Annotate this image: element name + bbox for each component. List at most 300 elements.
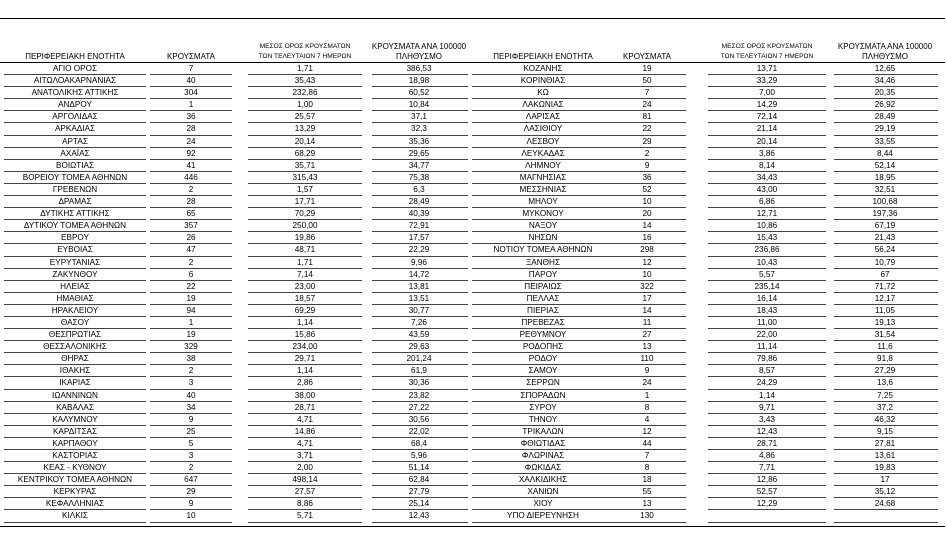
table-row (470, 208, 945, 220)
avg-cell: 16,14 (756, 293, 778, 303)
table-row (470, 353, 945, 365)
avg-cell: 22,00 (756, 330, 778, 340)
header-per100k (367, 42, 471, 62)
avg-cell: 315,43 (292, 172, 318, 182)
per100k-cell: 10,79 (874, 257, 896, 267)
top-rule (0, 18, 945, 19)
cases-cell: 13 (642, 499, 652, 509)
region-cell: ΙΩΑΝΝΙΝΩΝ (52, 390, 98, 400)
avg-cell: 250,00 (292, 221, 318, 231)
header-per100k-line1: ΚΡΟΥΣΜΑΤΑ ΑΝΑ 100000 (837, 42, 933, 51)
region-cell: ΑΓΙΟ ΟΡΟΣ (52, 64, 98, 73)
region-cell: ΕΒΡΟΥ (61, 233, 89, 243)
cell-underline (472, 522, 610, 523)
cases-cell: 41 (186, 160, 196, 170)
table-row (0, 220, 470, 232)
table-row (470, 414, 945, 426)
avg-cell: 12,71 (756, 209, 778, 219)
avg-cell: 70,29 (294, 209, 316, 219)
region-cell: ΚΕΝΤΡΙΚΟΥ ΤΟΜΕΑ ΑΘΗΝΩΝ (17, 475, 133, 485)
avg-cell: 20,14 (756, 136, 778, 146)
cases-cell: 9 (188, 499, 194, 509)
region-cell: ΛΕΥΚΑΔΑΣ (521, 148, 565, 158)
table-row (0, 390, 470, 402)
per100k-cell: 43,59 (408, 330, 430, 340)
cases-cell: 44 (642, 438, 652, 448)
per100k-cell: 8,44 (877, 148, 893, 158)
avg-cell: 79,86 (756, 354, 778, 364)
header-avg-line1: ΜΕΣΟΣ ΟΡΟΣ ΚΡΟΥΣΜΑΤΩΝ (259, 43, 351, 50)
avg-cell: 35,71 (294, 160, 316, 170)
cases-cell: 446 (184, 172, 198, 182)
avg-cell: 27,57 (294, 487, 316, 497)
per100k-cell: 20,35 (874, 88, 896, 98)
bottom-rule (0, 526, 945, 527)
region-cell: ΑΙΤΩΛΟΑΚΑΡΝΑΝΙΑΣ (33, 76, 117, 86)
header-avg-line1: ΜΕΣΟΣ ΟΡΟΣ ΚΡΟΥΣΜΑΤΩΝ (721, 43, 813, 50)
table-row (470, 75, 945, 87)
cases-cell: 19 (642, 64, 652, 73)
cases-cell: 24 (642, 378, 652, 388)
table-row (0, 426, 470, 438)
cases-cell: 298 (640, 245, 654, 255)
region-cell: ΘΕΣΣΑΛΟΝΙΚΗΣ (43, 342, 107, 352)
table-row (470, 111, 945, 123)
cell-underline (372, 522, 468, 523)
region-cell: ΦΛΩΡΙΝΑΣ (521, 451, 565, 460)
avg-cell: 236,86 (754, 245, 780, 255)
region-cell: ΜΕΣΣΗΝΙΑΣ (519, 184, 567, 194)
region-cell: ΧΑΛΚΙΔΙΚΗΣ (518, 475, 568, 485)
avg-cell: 3,86 (759, 148, 775, 158)
per100k-cell: 10,84 (408, 100, 430, 110)
cases-cell: 94 (186, 305, 196, 315)
per100k-cell: 11,05 (875, 305, 895, 315)
region-cell: ΝΟΤΙΟΥ ΤΟΜΕΑ ΑΘΗΝΩΝ (493, 245, 593, 255)
table-left (0, 34, 470, 524)
table-row (0, 172, 470, 184)
table-row (0, 196, 470, 208)
table-row (470, 402, 945, 414)
avg-cell: 1,71 (297, 64, 313, 73)
cases-cell: 81 (642, 112, 652, 122)
cases-cell: 9 (644, 160, 650, 170)
per100k-cell: 23,82 (408, 390, 430, 400)
table-row (0, 99, 470, 111)
table-row (0, 317, 470, 329)
table-left-body (0, 63, 470, 523)
table-row (470, 377, 945, 389)
per100k-cell: 68,4 (411, 438, 427, 448)
avg-cell: 12,43 (756, 426, 778, 436)
per100k-cell: 27,29 (874, 366, 896, 376)
avg-cell: 1,14 (759, 390, 775, 400)
region-cell: ΣΠΟΡΑΔΩΝ (520, 390, 566, 400)
region-cell: ΚΟΖΑΝΗΣ (523, 64, 563, 73)
per100k-cell: 386,53 (406, 64, 432, 73)
cases-cell: 1 (644, 390, 650, 400)
avg-cell: 13,29 (294, 124, 316, 134)
region-cell: ΠΡΕΒΕΖΑΣ (521, 317, 565, 327)
per100k-cell: 29,19 (874, 124, 896, 134)
table-row (0, 353, 470, 365)
avg-cell: 3,71 (297, 451, 313, 460)
table-row (0, 305, 470, 317)
per100k-cell: 12,17 (874, 293, 896, 303)
table-row (0, 293, 470, 305)
avg-cell: 28,71 (756, 438, 778, 448)
per100k-cell: 91,8 (877, 354, 893, 364)
avg-cell: 235,14 (754, 281, 780, 291)
table-row (0, 136, 470, 148)
table-right-header (470, 34, 945, 63)
per100k-cell: 13,81 (408, 281, 430, 291)
region-cell: ΠΙΕΡΙΑΣ (527, 305, 559, 315)
cases-cell: 10 (642, 269, 652, 279)
avg-cell: 1,14 (297, 317, 313, 327)
per100k-cell: 21,43 (874, 233, 896, 243)
cases-cell: 28 (186, 197, 196, 207)
header-per100k (830, 42, 940, 62)
region-cell: ΚΑΡΔΙΤΣΑΣ (52, 426, 98, 436)
table-row (0, 208, 470, 220)
per100k-cell: 13,51 (408, 293, 430, 303)
cases-cell: 8 (644, 402, 650, 412)
cell-underline (708, 522, 826, 523)
per100k-cell: 12,65 (874, 64, 896, 73)
cases-cell: 29 (186, 487, 196, 497)
region-cell: ΛΑΣΙΘΙΟΥ (523, 124, 563, 134)
cases-cell: 12 (642, 257, 652, 267)
cases-cell: 22 (642, 124, 652, 134)
region-cell: ΖΑΚΥΝΘΟΥ (52, 269, 98, 279)
table-row (0, 232, 470, 244)
cases-cell: 329 (184, 342, 198, 352)
avg-cell: 7,00 (759, 88, 775, 98)
region-cell: ΜΗΛΟΥ (528, 197, 558, 207)
per100k-cell: 32,51 (874, 184, 896, 194)
table-row (470, 160, 945, 172)
region-cell: ΡΟΔΟΥ (528, 354, 558, 364)
avg-cell: 35,43 (294, 76, 316, 86)
cases-cell: 357 (184, 221, 198, 231)
region-cell: ΧΑΝΙΩΝ (527, 487, 559, 497)
cases-cell: 130 (640, 511, 654, 521)
per100k-cell: 34,77 (408, 160, 430, 170)
avg-cell: 68,29 (294, 148, 316, 158)
table-row (470, 317, 945, 329)
cases-cell: 2 (188, 257, 194, 267)
per100k-cell: 34,46 (874, 76, 896, 86)
avg-cell: 7,14 (297, 269, 313, 279)
table-row (0, 281, 470, 293)
cases-cell: 2 (188, 184, 194, 194)
cases-cell: 55 (642, 487, 652, 497)
avg-cell: 1,57 (297, 184, 313, 194)
avg-cell: 52,57 (756, 487, 778, 497)
cases-cell: 13 (642, 342, 652, 352)
region-cell: ΠΕΛΛΑΣ (526, 293, 560, 303)
table-row (0, 87, 470, 99)
table-row (0, 160, 470, 172)
per100k-cell: 6,3 (413, 184, 425, 194)
region-cell: ΙΚΑΡΙΑΣ (59, 378, 91, 388)
avg-cell: 21,14 (756, 124, 778, 134)
per100k-cell: 7,26 (411, 317, 427, 327)
avg-cell: 14,86 (294, 426, 316, 436)
per100k-cell: 7,25 (877, 390, 893, 400)
table-row (470, 450, 945, 462)
cases-cell: 10 (186, 511, 196, 521)
table-row (470, 244, 945, 256)
table-row (470, 390, 945, 402)
avg-cell: 4,71 (297, 438, 313, 448)
region-cell: ΚΙΛΚΙΣ (61, 511, 88, 521)
table-row (470, 498, 945, 510)
cases-cell: 11 (642, 317, 652, 327)
table-row (0, 377, 470, 389)
avg-cell: 1,00 (297, 100, 313, 110)
table-row (0, 123, 470, 135)
cases-cell: 24 (642, 100, 652, 110)
cases-cell: 29 (642, 136, 652, 146)
cases-cell: 3 (188, 378, 194, 388)
header-cases: ΚΡΟΥΣΜΑΤΑ (167, 52, 215, 61)
region-cell: ΔΡΑΜΑΣ (58, 197, 92, 207)
cases-cell: 7 (188, 64, 194, 73)
header-cases: ΚΡΟΥΣΜΑΤΑ (623, 52, 671, 61)
header-avg (243, 42, 367, 62)
avg-cell: 4,71 (297, 414, 313, 424)
cases-cell: 2 (188, 366, 194, 376)
table-row (470, 486, 945, 498)
avg-cell: 11,00 (757, 317, 777, 327)
region-cell: ΗΜΑΘΙΑΣ (56, 293, 94, 303)
per100k-cell: 56,24 (874, 245, 896, 255)
cases-cell: 38 (186, 354, 196, 364)
avg-cell: 17,71 (294, 197, 316, 207)
cases-cell: 5 (188, 438, 194, 448)
region-cell: ΔΥΤΙΚΟΥ ΤΟΜΕΑ ΑΘΗΝΩΝ (23, 221, 127, 231)
avg-cell: 498,14 (292, 475, 318, 485)
region-cell: ΔΥΤΙΚΗΣ ΑΤΤΙΚΗΣ (40, 209, 110, 219)
table-row (0, 498, 470, 510)
region-cell: ΘΕΣΠΡΩΤΙΑΣ (48, 330, 102, 340)
per100k-cell: 35,12 (874, 487, 896, 497)
table-row (0, 75, 470, 87)
per100k-cell: 67,19 (874, 221, 896, 231)
cases-cell: 52 (642, 184, 652, 194)
per100k-cell: 37,2 (877, 402, 893, 412)
table-row (470, 148, 945, 160)
cases-cell: 9 (644, 366, 650, 376)
cases-cell: 2 (188, 463, 194, 473)
per100k-cell: 72,91 (408, 221, 430, 231)
cases-cell: 8 (644, 463, 650, 473)
per100k-cell: 9,15 (877, 426, 893, 436)
per100k-cell: 100,68 (872, 197, 898, 207)
cases-cell: 16 (642, 233, 652, 243)
cases-cell: 2 (644, 148, 650, 158)
region-cell: ΛΑΚΩΝΙΑΣ (522, 100, 564, 110)
per100k-cell: 27,22 (408, 402, 430, 412)
cases-cell: 7 (644, 88, 650, 98)
table-row (0, 329, 470, 341)
cases-cell: 17 (642, 293, 652, 303)
region-cell: ΠΑΡΟΥ (528, 269, 558, 279)
table-row (470, 426, 945, 438)
header-avg-line2: ΤΩΝ ΤΕΛΕΥΤΑΙΩΝ 7 ΗΜΕΡΩΝ (720, 53, 814, 60)
region-cell: ΤΗΝΟΥ (528, 414, 558, 424)
cases-cell: 47 (186, 245, 196, 255)
table-row (470, 438, 945, 450)
per100k-cell: 62,84 (408, 475, 430, 485)
table-row (470, 99, 945, 111)
cases-cell: 40 (186, 390, 196, 400)
per100k-cell: 9,96 (411, 257, 427, 267)
cases-cell: 65 (186, 209, 196, 219)
table-row (470, 123, 945, 135)
table-row (0, 184, 470, 196)
header-per100k-line2: ΠΛΗΘΥΣΜΟ (861, 52, 909, 61)
cases-cell: 14 (642, 221, 652, 231)
cell-underline (4, 522, 146, 523)
region-cell: ΜΑΓΝΗΣΙΑΣ (519, 172, 567, 182)
region-cell: ΑΝΔΡΟΥ (58, 100, 92, 110)
region-cell: ΛΕΣΒΟΥ (526, 136, 560, 146)
cases-cell: 1 (188, 317, 194, 327)
table-row (0, 148, 470, 160)
per100k-cell: 17,57 (408, 233, 430, 243)
avg-cell: 8,86 (297, 499, 313, 509)
table-row (470, 220, 945, 232)
table-row (0, 438, 470, 450)
table-row (0, 269, 470, 281)
per100k-cell: 29,63 (408, 342, 430, 352)
table-row (470, 365, 945, 377)
table-row (470, 305, 945, 317)
region-cell: ΣΥΡΟΥ (529, 402, 557, 412)
avg-cell: 8,14 (759, 160, 775, 170)
region-cell: ΑΡΚΑΔΙΑΣ (54, 124, 96, 134)
region-cell: ΧΙΟΥ (533, 499, 553, 509)
cases-cell: 19 (186, 293, 196, 303)
header-avg-line2: ΤΩΝ ΤΕΛΕΥΤΑΙΩΝ 7 ΗΜΕΡΩΝ (258, 53, 352, 60)
avg-cell: 25,57 (294, 112, 316, 122)
region-cell: ΚΑΡΠΑΘΟΥ (52, 438, 98, 448)
table-row (470, 510, 945, 522)
cases-cell: 25 (186, 426, 196, 436)
region-cell: ΒΟΙΩΤΙΑΣ (55, 160, 95, 170)
per100k-cell: 201,24 (406, 354, 432, 364)
table-row (0, 365, 470, 377)
cases-cell: 6 (188, 269, 194, 279)
avg-cell: 24,29 (756, 378, 778, 388)
per100k-cell: 12,43 (408, 511, 430, 521)
avg-cell: 4,86 (759, 451, 775, 460)
region-cell: ΜΥΚΟΝΟΥ (522, 209, 564, 219)
avg-cell: 10,86 (756, 221, 778, 231)
cases-cell: 304 (184, 88, 198, 98)
avg-cell: 232,86 (292, 88, 318, 98)
avg-cell: 12,86 (756, 475, 778, 485)
region-cell: ΤΡΙΚΑΛΩΝ (522, 426, 564, 436)
region-cell: ΞΑΝΘΗΣ (525, 257, 561, 267)
avg-cell: 12,29 (756, 499, 778, 509)
per100k-cell: 11,6 (877, 342, 893, 352)
avg-cell: 43,00 (756, 184, 778, 194)
per100k-cell: 71,72 (874, 281, 896, 291)
region-cell: ΝΗΣΩΝ (528, 233, 558, 243)
cases-cell: 36 (642, 172, 652, 182)
per100k-cell: 31,54 (874, 330, 896, 340)
cases-cell: 92 (186, 148, 196, 158)
avg-cell: 19,86 (294, 233, 316, 243)
cell-underline (608, 522, 686, 523)
cases-cell: 18 (642, 475, 652, 485)
region-cell: ΛΑΡΙΣΑΣ (525, 112, 561, 122)
per100k-cell: 13,61 (874, 451, 896, 460)
cases-cell: 3 (188, 451, 194, 460)
cases-cell: 9 (188, 414, 194, 424)
avg-cell: 13,71 (756, 64, 778, 73)
per100k-cell: 27,79 (408, 487, 430, 497)
per100k-cell: 33,55 (874, 136, 896, 146)
table-row (470, 184, 945, 196)
per100k-cell: 61,9 (411, 366, 427, 376)
table-row (0, 63, 470, 75)
per100k-cell: 32,3 (411, 124, 427, 134)
table-row (470, 269, 945, 281)
per100k-cell: 35,36 (408, 136, 430, 146)
header-per100k-line2: ΠΛΗΘΥΣΜΟ (395, 52, 443, 61)
avg-cell: 33,29 (756, 76, 778, 86)
avg-cell: 15,86 (294, 330, 316, 340)
region-cell: ΕΥΒΟΙΑΣ (57, 245, 93, 255)
avg-cell: 69,29 (294, 305, 316, 315)
region-cell: ΕΥΡΥΤΑΝΙΑΣ (49, 257, 101, 267)
table-row (0, 462, 470, 474)
table-row (470, 87, 945, 99)
region-cell: ΛΗΜΝΟΥ (525, 160, 561, 170)
table-row (0, 341, 470, 353)
table-row (470, 281, 945, 293)
cases-cell: 27 (642, 330, 652, 340)
region-cell: ΗΛΕΙΑΣ (60, 281, 90, 291)
per100k-cell: 17 (880, 475, 890, 485)
cases-cell: 24 (186, 136, 196, 146)
per100k-cell: 30,77 (408, 305, 430, 315)
avg-cell: 5,71 (297, 511, 313, 521)
avg-cell: 29,71 (294, 354, 316, 364)
table-row (470, 341, 945, 353)
per100k-cell: 25,14 (408, 499, 430, 509)
per100k-cell: 19,83 (874, 463, 896, 473)
table-row (0, 257, 470, 269)
avg-cell: 34,43 (756, 172, 778, 182)
cases-cell: 36 (186, 112, 196, 122)
per100k-cell: 75,38 (408, 172, 430, 182)
table-row (470, 172, 945, 184)
cases-cell: 14 (642, 305, 652, 315)
cases-cell: 110 (640, 354, 654, 364)
cases-cell: 40 (186, 76, 196, 86)
table-row (470, 136, 945, 148)
region-cell: ΣΑΜΟΥ (528, 366, 558, 376)
avg-cell: 23,00 (294, 281, 316, 291)
region-cell: ΘΗΡΑΣ (61, 354, 89, 364)
per100k-cell: 30,56 (408, 414, 430, 424)
